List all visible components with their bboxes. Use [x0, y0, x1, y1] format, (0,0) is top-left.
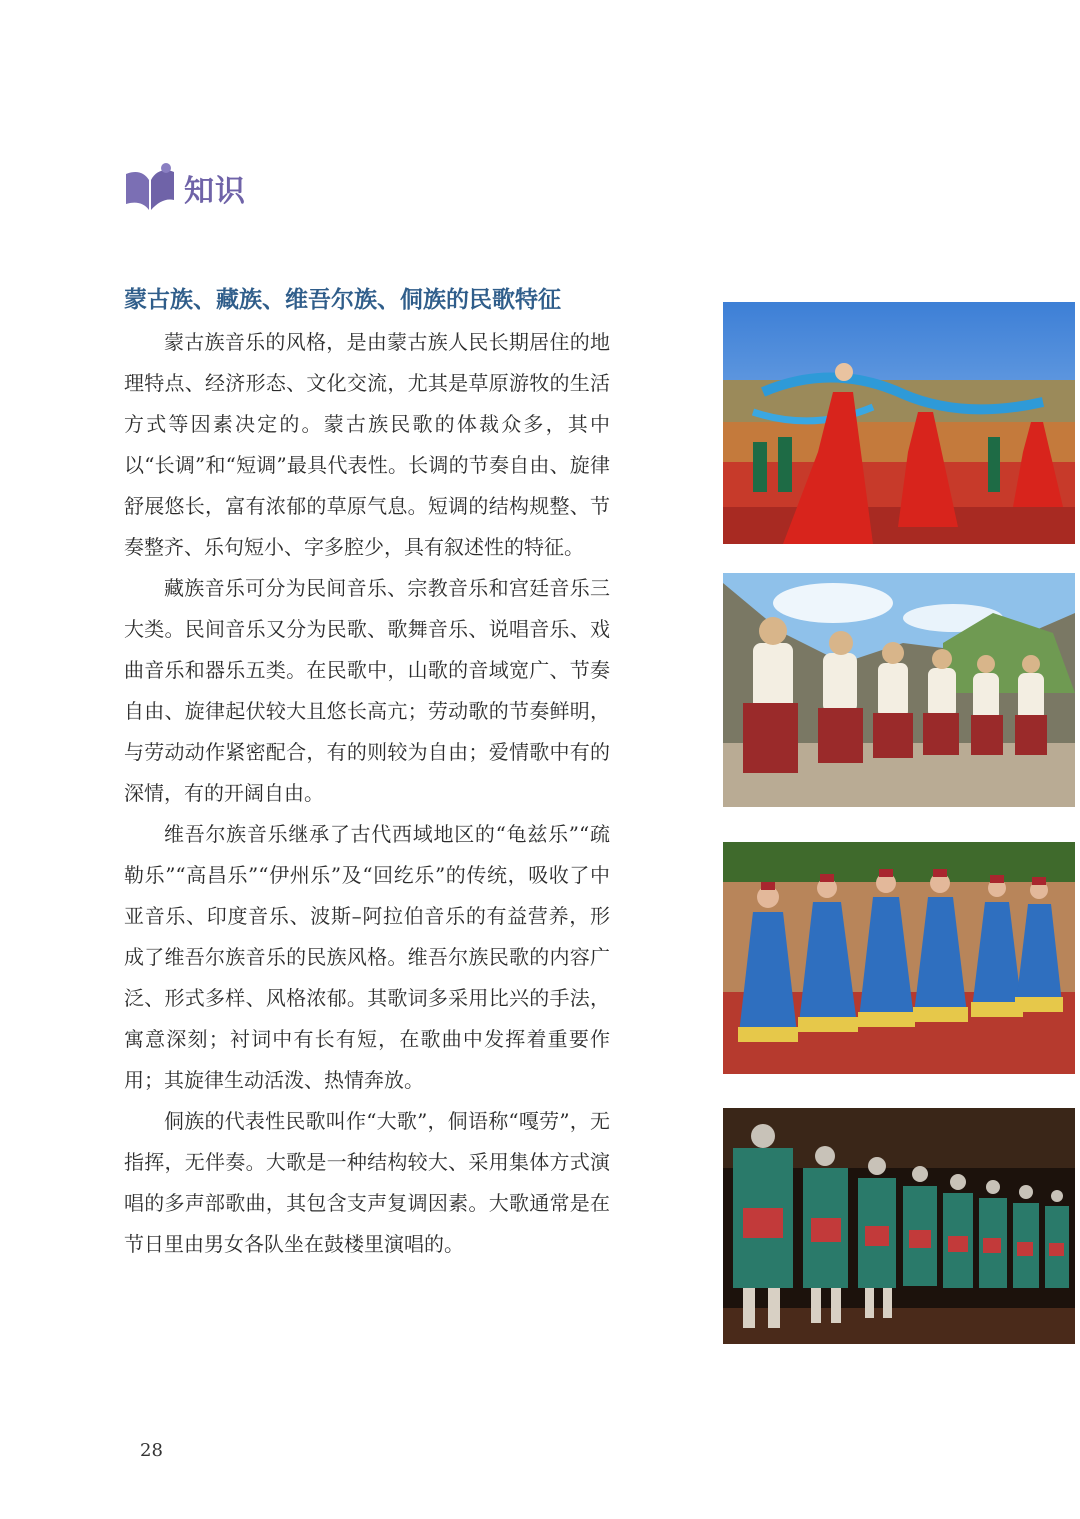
- uyghur-dancers-photo: [723, 842, 1075, 1074]
- paragraph-tibetan: 藏族音乐可分为民间音乐、宗教音乐和宫廷音乐三大类。民间音乐又分为民歌、歌舞音乐、说唱音乐、戏曲音乐和器乐五类。在民歌中，山歌的音域宽广、节奏自由、旋律起伏较大且悠长高亢；劳动歌的节奏鲜明，与劳动动作紧密配合，有的则较为自由；爱情歌中有的深情，有的开阔自由。: [124, 576, 610, 805]
- dong-choir-photo: [723, 1108, 1075, 1344]
- mongolian-dancers-photo: [723, 302, 1075, 544]
- section-header: [122, 160, 246, 216]
- section-label: 知识: [184, 174, 246, 209]
- page-number: 28: [140, 1440, 163, 1461]
- tibetan-dancers-photo: [723, 573, 1075, 807]
- paragraph-uyghur: 维吾尔族音乐继承了古代西域地区的“龟兹乐”“疏勒乐”“高昌乐”“伊州乐”及“回纥乐”的传统，吸收了中亚音乐、印度音乐、波斯–阿拉伯音乐的有益营养，形成了维吾尔族音乐的民族风格。维吾尔族民歌的内容广泛、形式多样、风格浓郁。其歌词多采用比兴的手法，寓意深刻；衬词中有长有短，在歌曲中发挥着重要作用；其旋律生动活泼、热情奔放。: [124, 822, 610, 1092]
- paragraph-dong: 侗族的代表性民歌叫作“大歌”，侗语称“嘎劳”，无指挥，无伴奏。大歌是一种结构较大、采用集体方式演唱的多声部歌曲，其包含支声复调因素。大歌通常是在节日里由男女各队坐在鼓楼里演唱的。: [124, 1109, 610, 1256]
- article-title: 蒙古族、藏族、维吾尔族、侗族的民歌特征: [124, 286, 561, 313]
- paragraph-mongolian: 蒙古族音乐的风格，是由蒙古族人民长期居住的地理特点、经济形态、文化交流，尤其是草原游牧的生活方式等因素决定的。蒙古族民歌的体裁众多，其中以“长调”和“短调”最具代表性。长调的节奏自由、旋律舒展悠长，富有浓郁的草原气息。短调的结构规整、节奏整齐、乐句短小、字多腔少，具有叙述性的特征。: [124, 330, 610, 559]
- article-body: [124, 322, 610, 1265]
- open-book-icon: [122, 160, 178, 216]
